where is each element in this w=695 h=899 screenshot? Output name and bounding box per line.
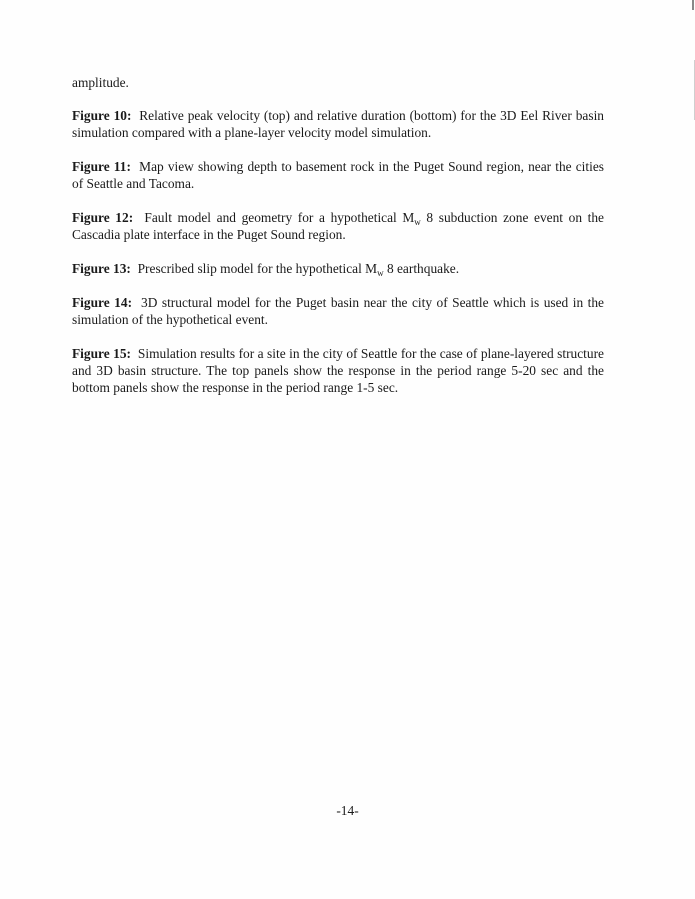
caption-text: Map view showing depth to basement rock in the Puget Sound region, near the cities of Seattle and Tacoma. bbox=[72, 159, 604, 191]
caption-figure-15 bbox=[72, 345, 604, 396]
subscript: w bbox=[377, 268, 384, 278]
caption-text: Relative peak velocity (top) and relative duration (bottom) for the 3D Eel River basin simulation compared with a plane-layer velocity model simulation. bbox=[72, 108, 604, 140]
caption-figure-13 bbox=[72, 260, 604, 277]
caption-text: 3D structural model for the Puget basin near the city of Seattle which is used in the simulation of the hypothetical event. bbox=[72, 295, 604, 327]
caption-text: Simulation results for a site in the city of Seattle for the case of plane-layered structure and 3D basin structure. The top panels show the response in the period range 5-20 sec and the bottom panels show the response in the period range 1-5 sec. bbox=[72, 346, 604, 395]
caption-figure-11 bbox=[72, 158, 604, 192]
caption-label: Figure 11: bbox=[72, 159, 131, 174]
caption-label: Figure 13: bbox=[72, 261, 131, 276]
caption-figure-12 bbox=[72, 209, 604, 243]
caption-text-before: Fault model and geometry for a hypothetical M bbox=[144, 210, 415, 225]
caption-text-after: 8 subduction zone event on the Cascadia plate interface in the Puget Sound region. bbox=[72, 210, 604, 242]
caption-list bbox=[72, 74, 604, 413]
caption-text-after: 8 earthquake. bbox=[383, 261, 460, 276]
continuation-text: amplitude. bbox=[72, 75, 129, 90]
caption-label: Figure 14: bbox=[72, 295, 133, 310]
page-number: -14- bbox=[336, 803, 359, 818]
caption-label: Figure 15: bbox=[72, 346, 131, 361]
caption-figure-14 bbox=[72, 294, 604, 328]
caption-label: Figure 10: bbox=[72, 108, 132, 123]
subscript: w bbox=[414, 217, 421, 227]
caption-text-before: Prescribed slip model for the hypothetical M bbox=[137, 261, 378, 276]
caption-label: Figure 12: bbox=[72, 210, 134, 225]
caption-figure-10 bbox=[72, 107, 604, 141]
scan-edge-mark bbox=[692, 0, 694, 10]
